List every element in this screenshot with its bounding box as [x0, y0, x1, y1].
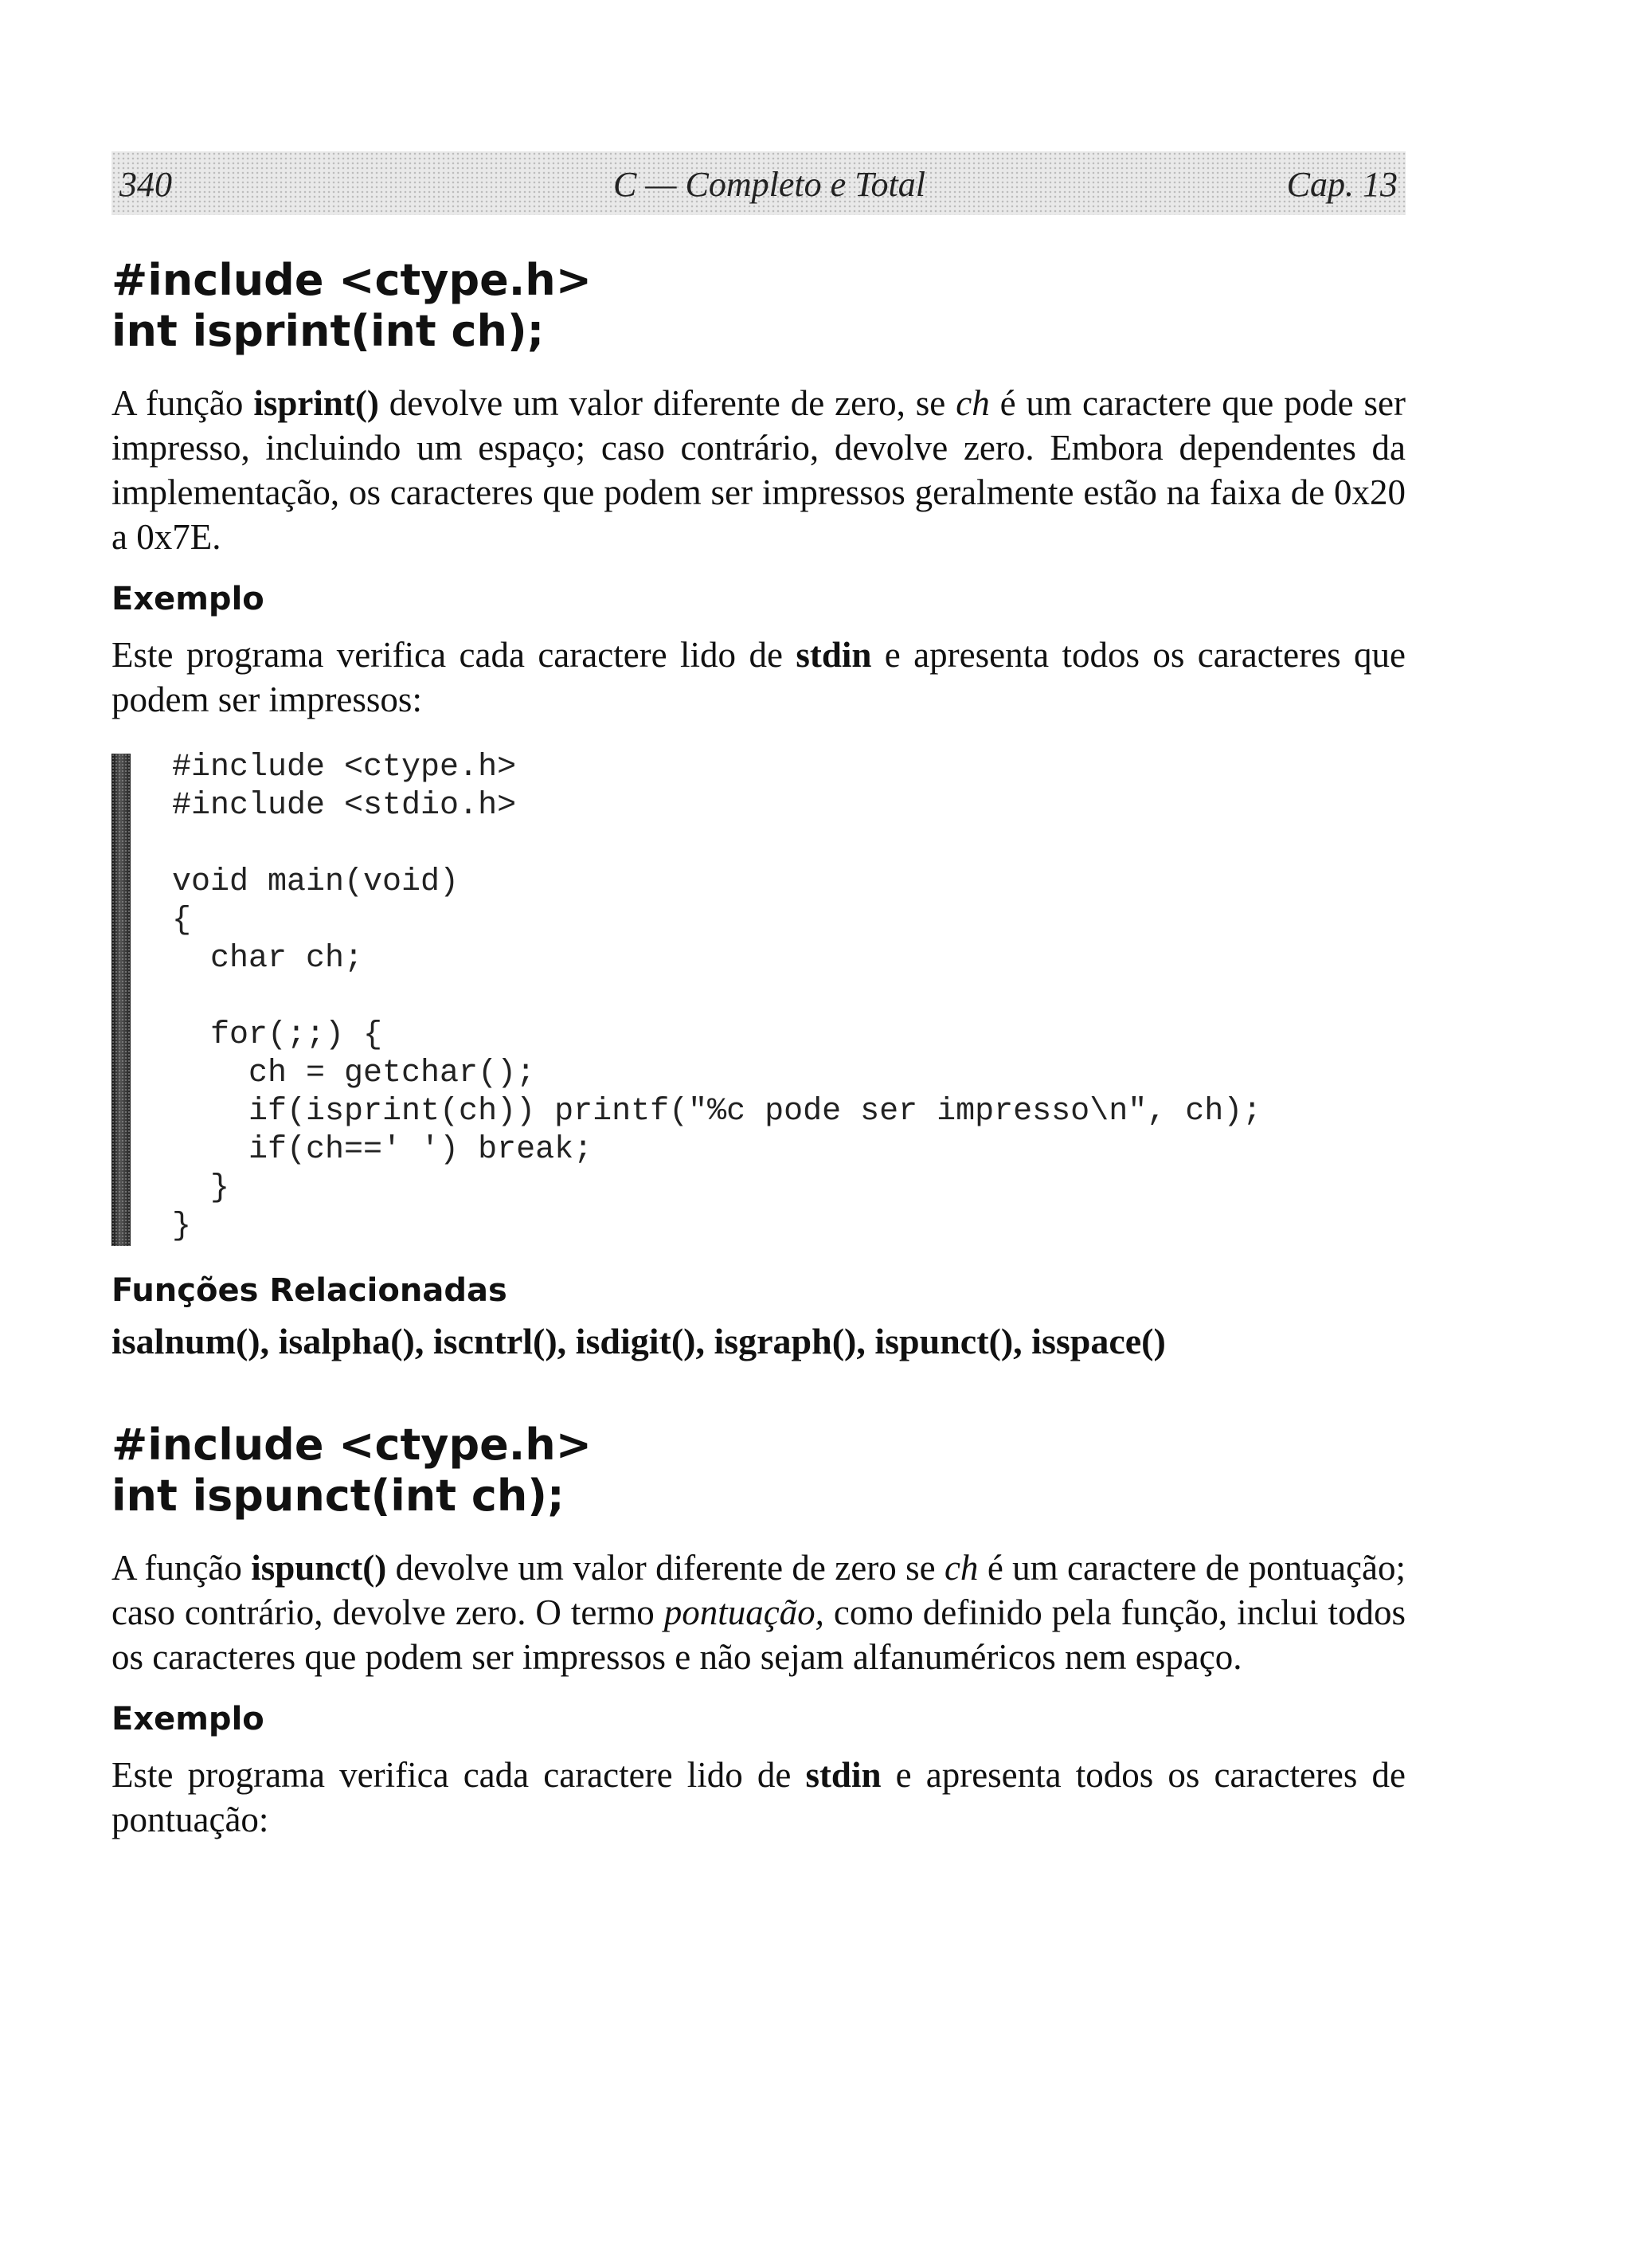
stdin-term: stdin [796, 635, 872, 675]
function-name: ispunct() [251, 1548, 387, 1588]
example-heading: Exemplo [111, 1701, 264, 1737]
isprint-signature: int isprint(int ch); [111, 306, 545, 356]
code-margin-bar [111, 754, 131, 1246]
chapter-label: Cap. 13 [1286, 165, 1398, 204]
page-number: 340 [119, 165, 172, 204]
ispunct-signature: int ispunct(int ch); [111, 1471, 565, 1521]
code-text: #include <ctype.h> #include <stdio.h> void main(void) { char ch; for(;;) { ch = getchar(); if(isprint(ch)) printf("%c pode ser impresso\n", ch); if(ch==' ') break; } } [172, 750, 1262, 1244]
ispunct-section [111, 1420, 1406, 1842]
stdin-term: stdin [805, 1755, 882, 1795]
page-header [111, 151, 1406, 215]
isprint-description: A função isprint() devolve um valor diferente de zero, se ch é um caractere que pode ser impresso, incluindo um espaço; caso contrário, devolve zero. Embora dependentes da implementação, os caracteres que podem ser impressos geralmente estão na faixa de 0x20 a 0x7E. [111, 383, 1406, 557]
example-intro: Este programa verifica cada caractere lido de stdin e apresenta todos os caracteres que podem ser impressos: [111, 635, 1406, 719]
page-content [111, 255, 1406, 1842]
book-title: C — Completo e Total [613, 165, 925, 204]
related-functions-list: isalnum(), isalpha(), iscntrl(), isdigit(), isgraph(), ispunct(), isspace() [111, 1321, 1166, 1361]
related-functions-heading: Funções Relacionadas [111, 1272, 507, 1309]
code-listing [111, 749, 1406, 1246]
ispunct-include-line: #include <ctype.h> [111, 1420, 592, 1470]
example-intro: Este programa verifica cada caractere lido de stdin e apresenta todos os caracteres de pontuação: [111, 1755, 1406, 1839]
isprint-include-line: #include <ctype.h> [111, 255, 592, 305]
term-emphasis: pontuação, [663, 1592, 824, 1632]
parameter-name: ch [956, 383, 990, 423]
parameter-name: ch [944, 1548, 979, 1588]
function-name: isprint() [253, 383, 379, 423]
ispunct-description: A função ispunct() devolve um valor diferente de zero se ch é um caractere de pontuação; caso contrário, devolve zero. O termo pontuação, como definido pela função, inclui todos os caracteres que podem ser impressos e não sejam alfanuméricos nem espaço. [111, 1548, 1406, 1677]
example-heading: Exemplo [111, 581, 264, 617]
isprint-section [111, 255, 1406, 1364]
